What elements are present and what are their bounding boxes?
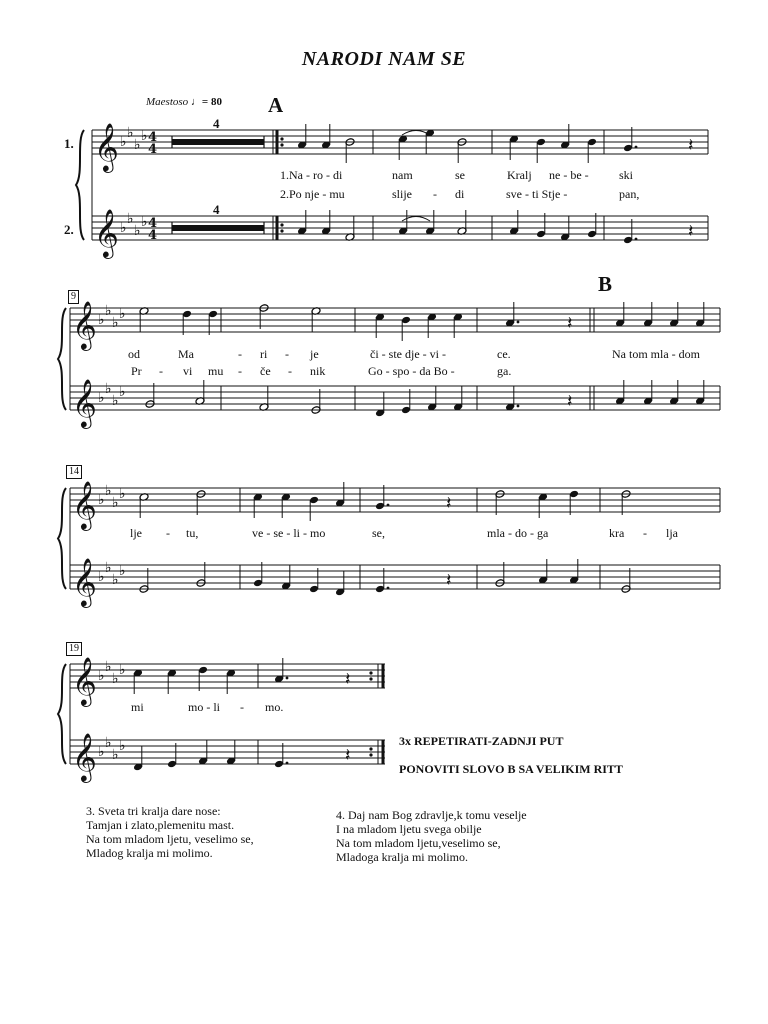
flat-icon: ♭ (105, 483, 112, 499)
tempo-text: Maestoso (146, 96, 189, 108)
treble-clef-icon: 𝄞 (72, 732, 97, 781)
treble-clef-icon: 𝄞 (72, 557, 97, 606)
lyric: - (285, 347, 289, 361)
flat-icon: ♭ (119, 563, 126, 579)
lyric: če (260, 364, 271, 378)
flat-icon: ♭ (112, 747, 119, 763)
quarter-note-icon: ♩ (190, 96, 202, 108)
flat-icon: ♭ (112, 315, 119, 331)
quarter-rest: 𝄽 (345, 745, 351, 766)
lyric: - (159, 364, 163, 378)
repeat-instruction: 3x REPETIRATI-ZADNJI PUT (399, 734, 564, 748)
treble-clef-icon: 𝄞 (72, 300, 97, 349)
flat-icon: ♭ (127, 125, 134, 141)
repeat-dot (280, 137, 283, 140)
brace (76, 130, 84, 240)
lyric: ce. (497, 347, 511, 361)
lyric: di (455, 187, 465, 201)
repeat-dot (369, 677, 372, 680)
dot (286, 677, 289, 680)
flat-icon: ♭ (105, 560, 112, 576)
repeat-dot (369, 747, 372, 750)
treble-clef-icon: 𝄞 (72, 480, 97, 529)
dot (387, 504, 390, 507)
lyric: Ma (178, 347, 194, 361)
lyric: slije (392, 187, 412, 201)
multirest-count-top: 4 (213, 116, 220, 131)
verse-line: Na tom mladom ljetu, veselimo se, (86, 832, 254, 846)
flat-icon: ♭ (98, 668, 105, 684)
flat-icon: ♭ (119, 486, 126, 502)
verse-line: Tamjan i zlato,plemenitu mast. (86, 818, 235, 832)
flat-icon: ♭ (105, 659, 112, 675)
repeat-dot (280, 143, 283, 146)
dot (635, 238, 638, 241)
flat-icon: ♭ (112, 393, 119, 409)
flat-icon: ♭ (98, 312, 105, 328)
treble-clef-icon: 𝄞 (72, 378, 97, 427)
lyric: lje (130, 526, 142, 540)
verse-line: 4. Daj nam Bog zdravlje,k tomu veselje (336, 808, 527, 822)
flat-icon: ♭ (105, 303, 112, 319)
lyric: 2.Po nje - mu (280, 187, 345, 201)
quarter-rest: 𝄽 (567, 391, 573, 412)
lyric: Pr (131, 364, 142, 378)
time-signature: 4 (148, 216, 158, 231)
time-signature: 4 (148, 130, 158, 145)
repeat-dot (280, 229, 283, 232)
repeat-dot (280, 223, 283, 226)
lyric: mo. (265, 700, 284, 714)
dot (635, 146, 638, 149)
slur (402, 217, 430, 222)
lyric: ski (619, 168, 634, 182)
treble-clef-icon: 𝄞 (94, 208, 119, 257)
quarter-rest: 𝄽 (567, 313, 573, 334)
tempo-value: = 80 (201, 96, 222, 108)
lyric: je (310, 347, 319, 361)
verse-line: Mladog kralja mi molimo. (86, 846, 213, 860)
quarter-rest: 𝄽 (446, 493, 452, 514)
lyric: - (238, 364, 242, 378)
flat-icon: ♭ (98, 492, 105, 508)
lyric: 1.Na - ro - di (280, 168, 343, 182)
flat-icon: ♭ (127, 211, 134, 227)
lyric: od (128, 347, 140, 361)
brace (58, 308, 66, 410)
rehearsal-mark-a: A (268, 93, 284, 117)
verse-line: 3. Sveta tri kralja dare nose: (86, 804, 221, 818)
part-label-1: 1. (64, 136, 74, 151)
flat-icon: ♭ (98, 744, 105, 760)
flat-icon: ♭ (141, 214, 148, 230)
lyric: pan, (619, 187, 640, 201)
flat-icon: ♭ (119, 662, 126, 678)
lyric: nam (392, 168, 413, 182)
lyric: se, (372, 526, 385, 540)
flat-icon: ♭ (141, 128, 148, 144)
lyric: - (166, 526, 170, 540)
time-signature: 4 (148, 228, 158, 243)
flat-icon: ♭ (112, 572, 119, 588)
lyric: tu, (186, 526, 199, 540)
flat-icon: ♭ (120, 134, 127, 150)
quarter-rest: 𝄽 (345, 669, 351, 690)
quarter-rest: 𝄽 (446, 570, 452, 591)
lyric: - (433, 187, 437, 201)
brace (58, 664, 66, 764)
time-signature: 4 (148, 142, 158, 157)
multirest-bar (172, 139, 264, 145)
lyric: ga. (497, 364, 512, 378)
lyric: sve - ti Stje - (506, 187, 568, 201)
lyric: či - ste dje - vi - (370, 347, 446, 361)
multirest-bar (172, 225, 264, 231)
lyric: ne - be - (549, 168, 589, 182)
measure-number-19: 19 (66, 642, 82, 656)
lyric: vi (183, 364, 193, 378)
flat-icon: ♭ (119, 384, 126, 400)
lyric: Na tom mla - dom (612, 347, 700, 361)
lyric: - (643, 526, 647, 540)
lyric: Kralj (507, 168, 532, 182)
lyric: nik (310, 364, 326, 378)
lyric: mi (131, 700, 144, 714)
dot (387, 587, 390, 590)
measure-number-14: 14 (66, 465, 82, 479)
ritt-instruction: PONOVITI SLOVO B SA VELIKIM RITT (399, 762, 623, 776)
flat-icon: ♭ (120, 220, 127, 236)
flat-icon: ♭ (119, 738, 126, 754)
lyric: se (455, 168, 465, 182)
repeat-dot (369, 671, 372, 674)
flat-icon: ♭ (112, 671, 119, 687)
dot (517, 405, 520, 408)
lyric: ri (260, 347, 268, 361)
flat-icon: ♭ (112, 495, 119, 511)
treble-clef-icon: 𝄞 (94, 122, 119, 171)
part-label-2: 2. (64, 222, 74, 237)
treble-clef-icon: 𝄞 (72, 656, 97, 705)
brace (58, 488, 66, 589)
lyric: - (240, 700, 244, 714)
verse-line: Na tom mladom ljetu,veselimo se, (336, 836, 501, 850)
measure-number-9: 9 (68, 290, 79, 304)
multirest-count-bottom: 4 (213, 202, 220, 217)
dot (517, 321, 520, 324)
quarter-rest: 𝄽 (688, 135, 694, 156)
quarter-rest: 𝄽 (688, 221, 694, 242)
flat-icon: ♭ (134, 223, 141, 239)
flat-icon: ♭ (98, 390, 105, 406)
lyric: lja (666, 526, 678, 540)
lyric: mu (208, 364, 224, 378)
lyric: mla - do - ga (487, 526, 549, 540)
flat-icon: ♭ (105, 735, 112, 751)
verse-line: I na mladom ljetu svega obilje (336, 822, 482, 836)
dot (286, 762, 289, 765)
lyric: kra (609, 526, 625, 540)
song-title: NARODI NAM SE (301, 48, 467, 70)
lyric: Go - spo - da Bo - (368, 364, 455, 378)
lyric: mo - li (188, 700, 220, 714)
lyric: ve - se - li - mo (252, 526, 326, 540)
lyric: - (288, 364, 292, 378)
flat-icon: ♭ (105, 381, 112, 397)
verse-line: Mladoga kralja mi molimo. (336, 850, 468, 864)
flat-icon: ♭ (119, 306, 126, 322)
flat-icon: ♭ (134, 137, 141, 153)
lyric: - (238, 347, 242, 361)
rehearsal-mark-b: B (598, 272, 613, 296)
repeat-dot (369, 753, 372, 756)
flat-icon: ♭ (98, 569, 105, 585)
